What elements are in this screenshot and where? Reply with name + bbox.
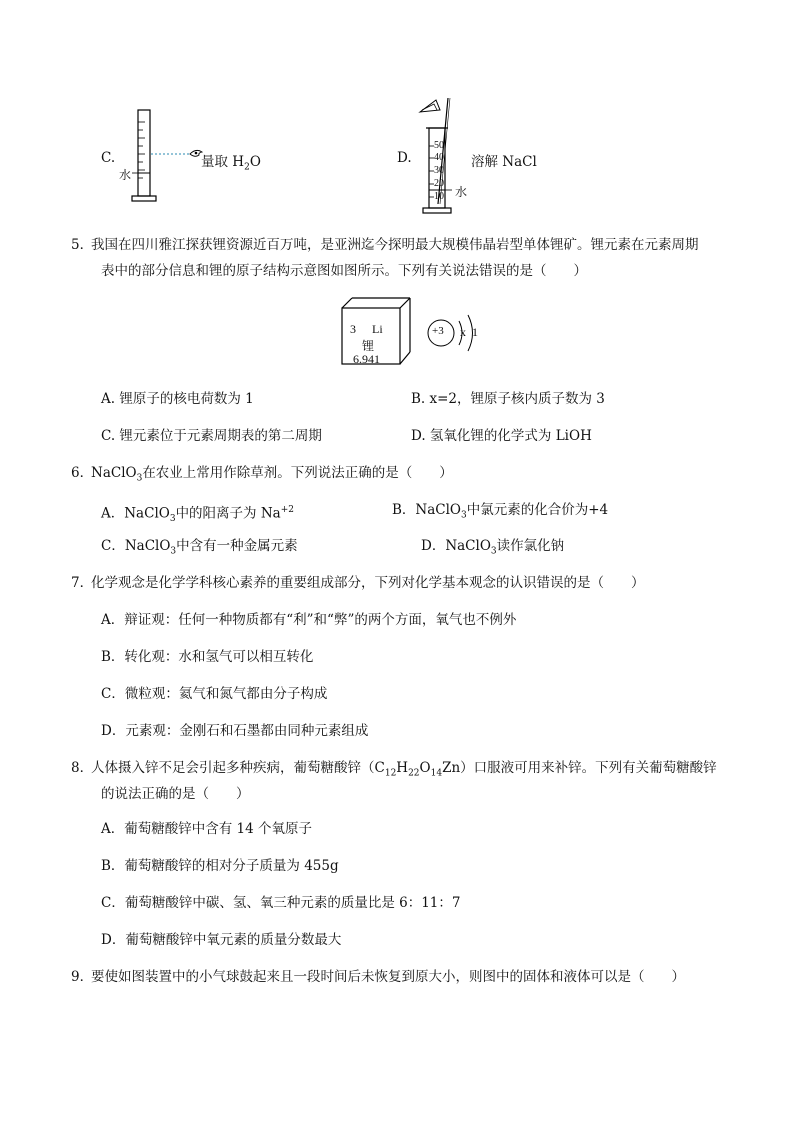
option-d: D. 氢氧化锂的化学式为 LiOH	[411, 428, 592, 444]
option-letter: C.	[101, 150, 116, 166]
option-b: B. x=2，锂原子核内质子数为 3	[411, 391, 605, 407]
option-a: A．辩证观：任何一种物质都有“利”和“弊”的两个方面，氧气也不例外	[101, 612, 517, 628]
option-c: C．NaClO$_3$中含有一种金属元素	[101, 538, 298, 557]
option-d: D．NaClO$_3$读作氯化钠	[421, 538, 565, 557]
atomic-number: 3	[350, 322, 356, 336]
shell1-electrons: x	[460, 325, 466, 339]
option-c: C．葡萄糖酸锌中碳、氢、氧三种元素的质量比是 6：11：7	[101, 895, 461, 911]
question-number: 6．	[71, 465, 94, 481]
option-c: C. 锂元素位于元素周期表的第二周期	[101, 428, 322, 444]
measure-water-label: 量取 $H_2O$	[201, 154, 261, 173]
question-stem: 的说法正确的是（ ）	[101, 786, 250, 802]
tick-label: 40	[434, 152, 444, 163]
question-number: 7．	[71, 575, 94, 591]
option-a: A．NaClO$_3$中的阳离子为 $Na^{+2}$	[101, 505, 294, 525]
question-stem: 表中的部分信息和锂的原子结构示意图如图所示。下列有关说法错误的是（ ）	[101, 263, 587, 279]
question-number: 8．	[71, 760, 94, 776]
question-stem: 要使如图装置中的小气球鼓起来且一段时间后未恢复到原大小，则图中的固体和液体可以是（ ）	[91, 969, 685, 985]
option-b: B．转化观：水和氢气可以相互转化	[101, 649, 314, 665]
option-c: C．微粒观：氦气和氮气都由分子构成	[101, 686, 328, 702]
option-a: A．葡萄糖酸锌中含有 14 个氧原子	[101, 821, 313, 837]
question-number: 5．	[71, 237, 94, 253]
nucleus-charge: +3	[432, 325, 444, 337]
water-label: 水	[119, 168, 132, 182]
dissolve-nacl-label: 溶解 NaCl	[471, 154, 537, 170]
element-name: 锂	[362, 339, 375, 353]
question-number: 9．	[71, 969, 94, 985]
option-d: D．元素观：金刚石和石墨都由同种元素组成	[101, 723, 369, 739]
atomic-mass: 6.941	[353, 352, 380, 366]
question-stem: 化学观念是化学学科核心素养的重要组成部分，下列对化学基本观念的认识错误的是（ ）	[91, 575, 645, 591]
shell2-electrons: 1	[472, 325, 478, 339]
question-stem: NaClO$_3$在农业上常用作除草剂。下列说法正确的是（ ）	[91, 465, 453, 484]
tick-label: 20	[434, 178, 444, 189]
graduated-cylinder-reading-figure	[118, 108, 213, 208]
option-a: A. 锂原子的核电荷数为 1	[101, 391, 254, 407]
question-stem: 我国在四川雅江探获锂资源近百万吨，是亚洲迄今探明最大规模伟晶岩型单体锂矿。锂元素在元素周期	[91, 237, 699, 253]
option-d: D．葡萄糖酸锌中氧元素的质量分数最大	[101, 932, 342, 948]
tick-label: 30	[434, 165, 444, 176]
tick-label: 50	[434, 140, 444, 151]
question-stem: 人体摄入锌不足会引起多种疾病，葡萄糖酸锌$(C_{12}H_{22}O_{14}Zn)$口服液可用来补锌。下列有关葡萄糖酸锌	[91, 760, 717, 779]
option-b: B．葡萄糖酸锌的相对分子质量为 455g	[101, 858, 339, 874]
tick-label: 10	[434, 191, 444, 202]
option-b: B．NaClO$_3$中氯元素的化合价为+4	[392, 502, 609, 521]
water-label: 水	[455, 185, 468, 199]
option-letter: D.	[397, 150, 412, 166]
element-symbol: Li	[372, 322, 383, 336]
